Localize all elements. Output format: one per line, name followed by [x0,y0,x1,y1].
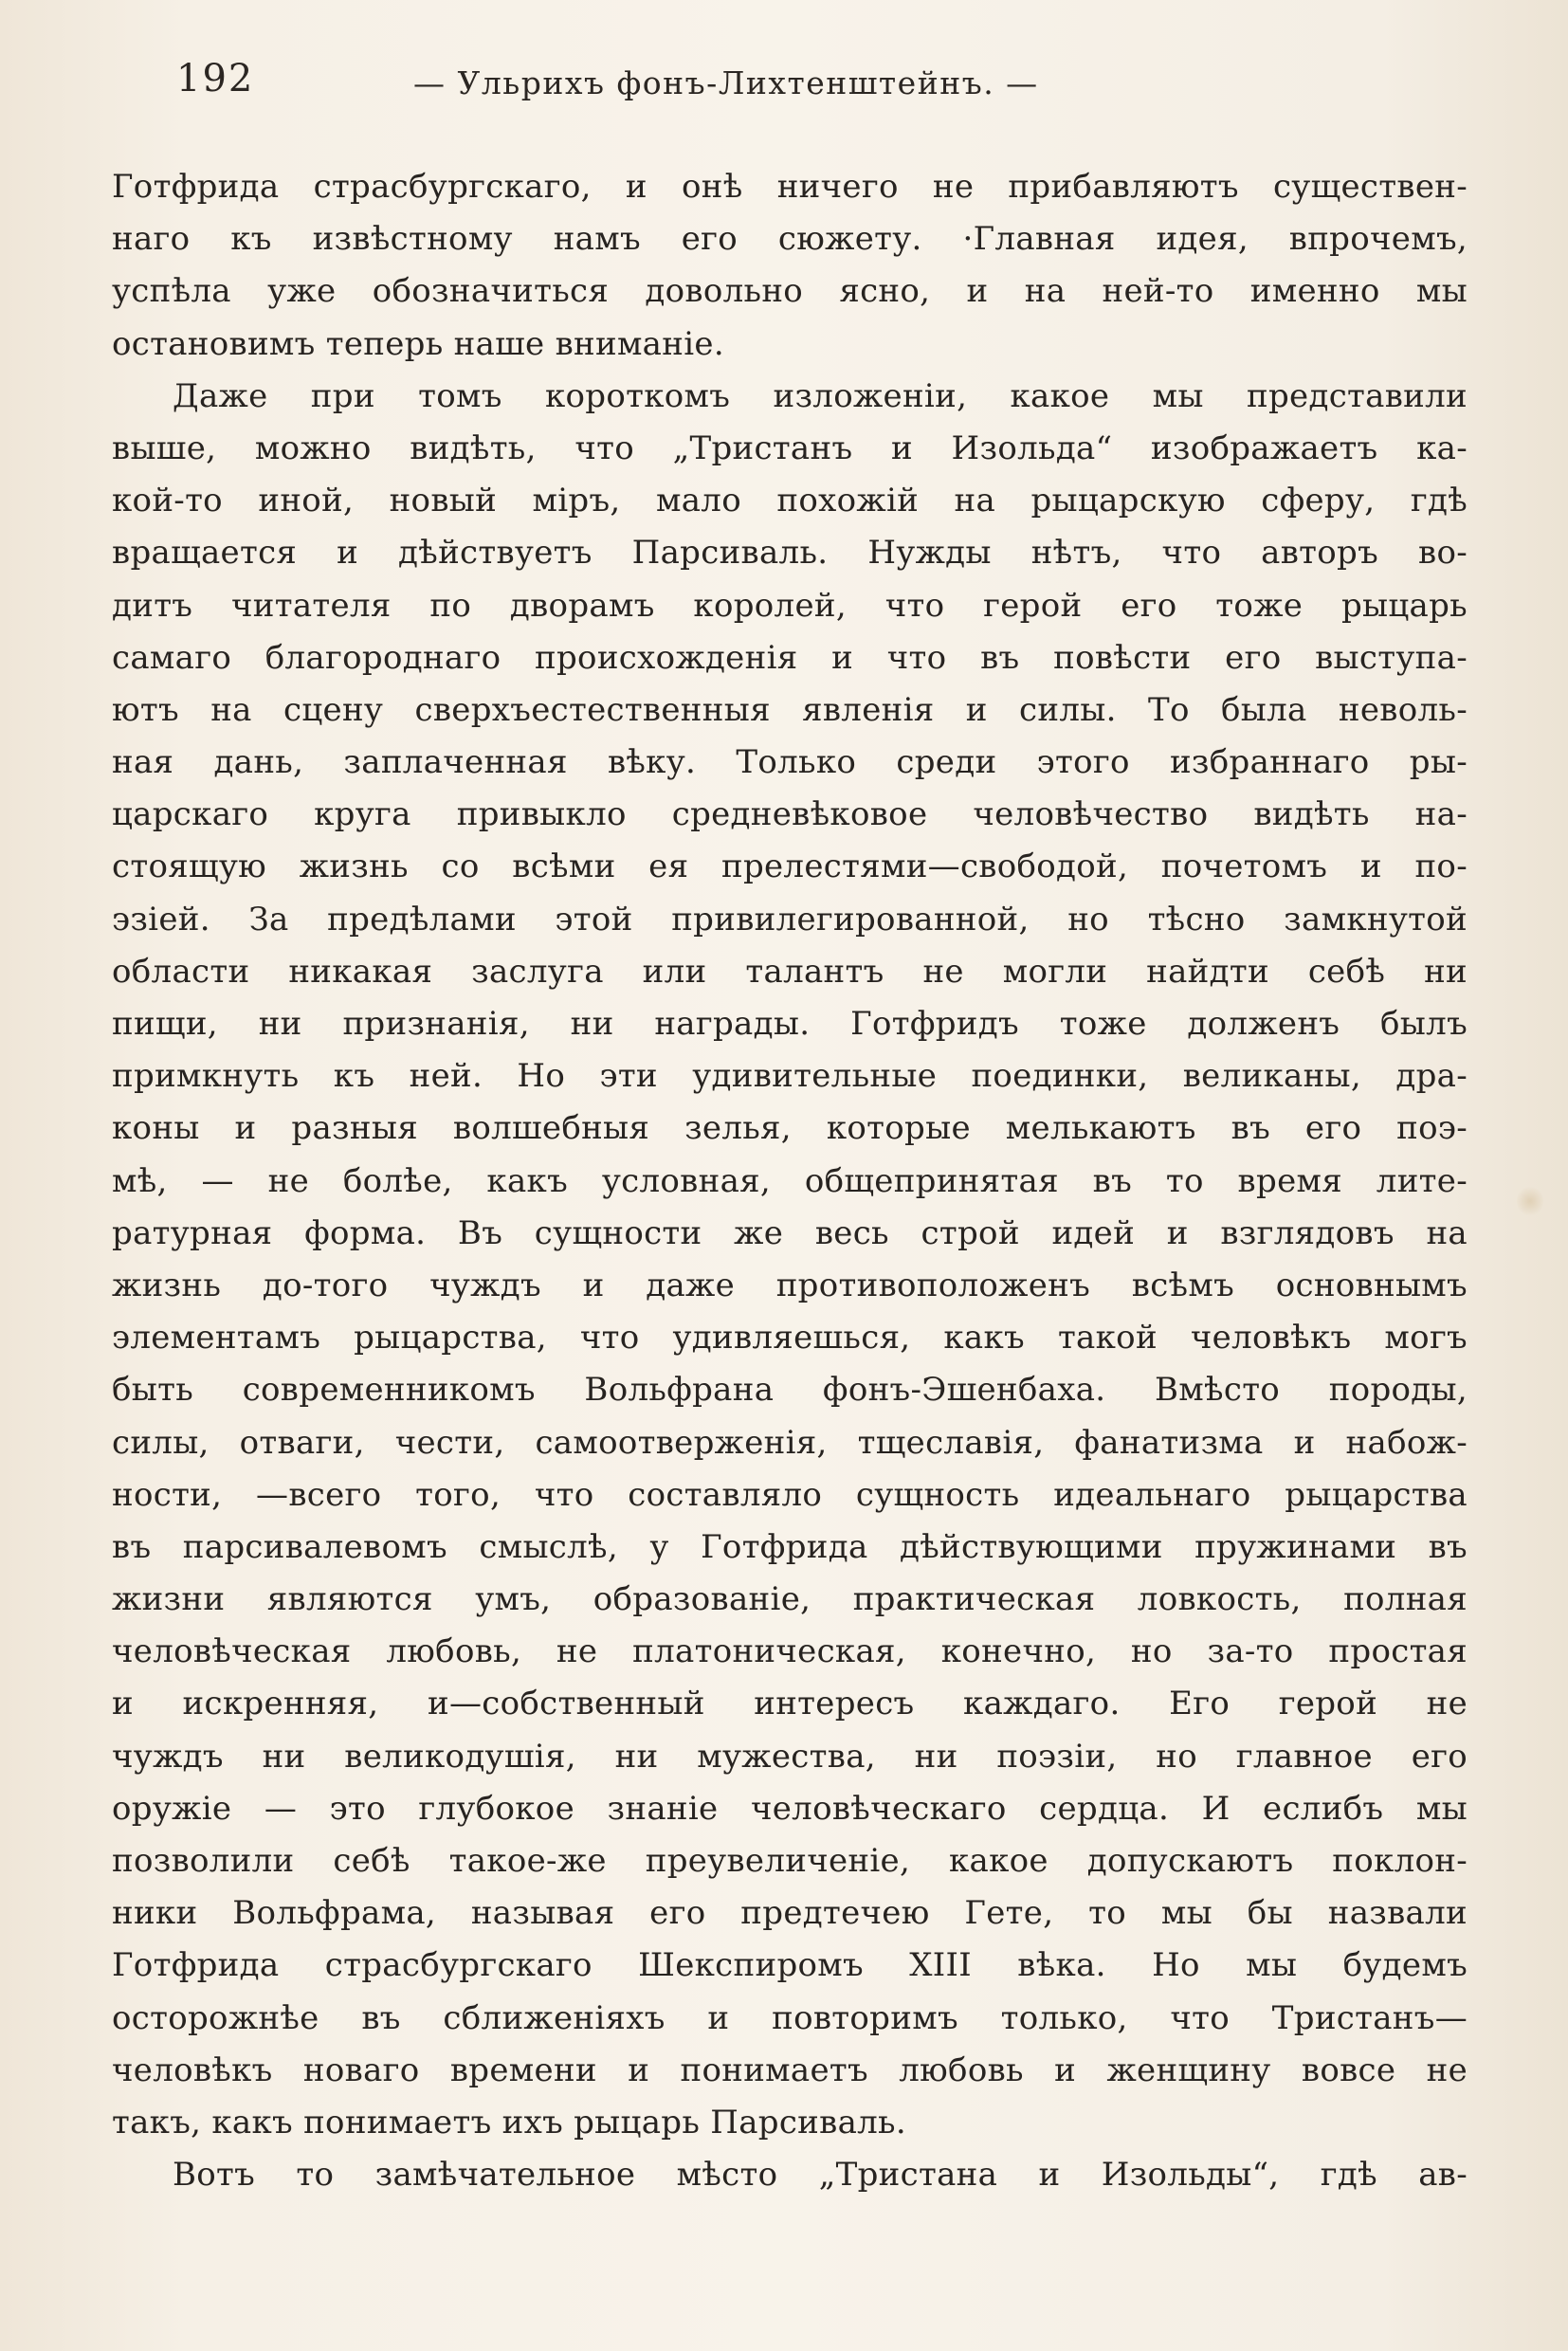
text-line: ютъ на сцену сверхъестественныя явленія и силы. То была неволь- [112,690,1468,729]
text-line: чуждъ ни великодушія, ни мужества, ни поэзіи, но главное его [112,1737,1468,1776]
text-line: дитъ читателя по дворамъ королей, что герой его тоже рыцарь [112,586,1468,625]
body-text [112,161,1468,2201]
text-line: позволили себѣ такое-же преувеличеніе, какое допускаютъ поклон- [112,1842,1468,1880]
text-line: ники Вольфрама, называя его предтечею Гете, то мы бы назвали [112,1894,1468,1933]
text-line: ности, —всего того, что составляло сущность идеальнаго рыцарства [112,1475,1468,1514]
text-line: кой-то иной, новый міръ, мало похожій на рыцарскую сферу, гдѣ [112,482,1468,520]
text-line: Даже при томъ короткомъ изложеніи, какое мы представили [173,376,1468,415]
text-line: и искренняя, и—собственный интересъ каждаго. Его герой не [112,1685,1468,1723]
text-line: жизни являются умъ, образованіе, практическая ловкость, полная [112,1580,1468,1619]
page-number: 192 [176,57,255,100]
text-line: выше, можно видѣть, что „Тристанъ и Изольда“ изображаетъ ка- [112,428,1468,467]
text-line: Вотъ то замѣчательное мѣсто „Тристана и Изольды“, гдѣ ав- [173,2156,1468,2195]
text-line: быть современникомъ Вольфрана фонъ-Эшенбаха. Вмѣсто породы, [112,1371,1468,1410]
paper-stain [1517,1185,1543,1217]
text-line: элементамъ рыцарства, что удивляешься, какъ такой человѣкъ могъ [112,1319,1468,1358]
text-line: наго къ извѣстному намъ его сюжету. ·Главная идея, впрочемъ, [112,220,1468,259]
running-title: — Ульрихъ фонъ-Лихтенштейнъ. — [413,64,1039,101]
text-line: человѣческая любовь, не платоническая, конечно, но за-то простая [112,1632,1468,1671]
text-line: пищи, ни признанія, ни награды. Готфридъ тоже долженъ былъ [112,1005,1468,1043]
text-line: успѣла уже обозначиться довольно ясно, и на ней-то именно мы [112,272,1468,311]
text-line: такъ, какъ понимаетъ ихъ рыцарь Парсиваль. [112,2103,906,2141]
text-line: Готфрида страсбургскаго, и онѣ ничего не прибавляютъ существен- [112,168,1468,206]
text-line: силы, отваги, чести, самоотверженія, тщеславія, фанатизма и набож- [112,1423,1468,1462]
text-line: ная дань, заплаченная вѣку. Только среди этого избраннаго ры- [112,743,1468,782]
text-line: мѣ, — не болѣе, какъ условная, общепринятая въ то время лите- [112,1161,1468,1200]
text-line: въ парсивалевомъ смыслѣ, у Готфрида дѣйствующими пружинами въ [112,1527,1468,1566]
text-line: царскаго круга привыкло средневѣковое человѣчество видѣть на- [112,795,1468,834]
text-line: ратурная форма. Въ сущности же весь строй идей и взглядовъ на [112,1213,1468,1252]
text-line: осторожнѣе въ сближеніяхъ и повторимъ только, что Тристанъ— [112,1998,1468,2037]
text-line: человѣкъ новаго времени и понимаетъ любовь и женщину вовсе не [112,2050,1468,2089]
text-line: стоящую жизнь со всѣми ея прелестями—свободой, почетомъ и по- [112,847,1468,886]
text-line: оружіе — это глубокое знаніе человѣческаго сердца. И еслибъ мы [112,1789,1468,1828]
text-line: Готфрида страсбургскаго Шекспиромъ XIII вѣка. Но мы будемъ [112,1946,1468,1985]
text-line: жизнь до-того чуждъ и даже противоположенъ всѣмъ основнымъ [112,1266,1468,1304]
text-line: примкнуть къ ней. Но эти удивительные поединки, великаны, дра- [112,1057,1468,1096]
text-line: вращается и дѣйствуетъ Парсиваль. Нужды нѣтъ, что авторъ во- [112,534,1468,573]
running-head [176,57,1176,114]
text-line: остановимъ теперь наше вниманіе. [112,324,724,363]
text-line: эзіей. За предѣлами этой привилегированной, но тѣсно замкнутой [112,900,1468,939]
text-line: области никакая заслуга или талантъ не могли найдти себѣ ни [112,952,1468,991]
text-line: самаго благороднаго происхожденія и что въ повѣсти его выступа- [112,638,1468,677]
text-line: коны и разныя волшебныя зелья, которые мелькаютъ въ его поэ- [112,1109,1468,1148]
